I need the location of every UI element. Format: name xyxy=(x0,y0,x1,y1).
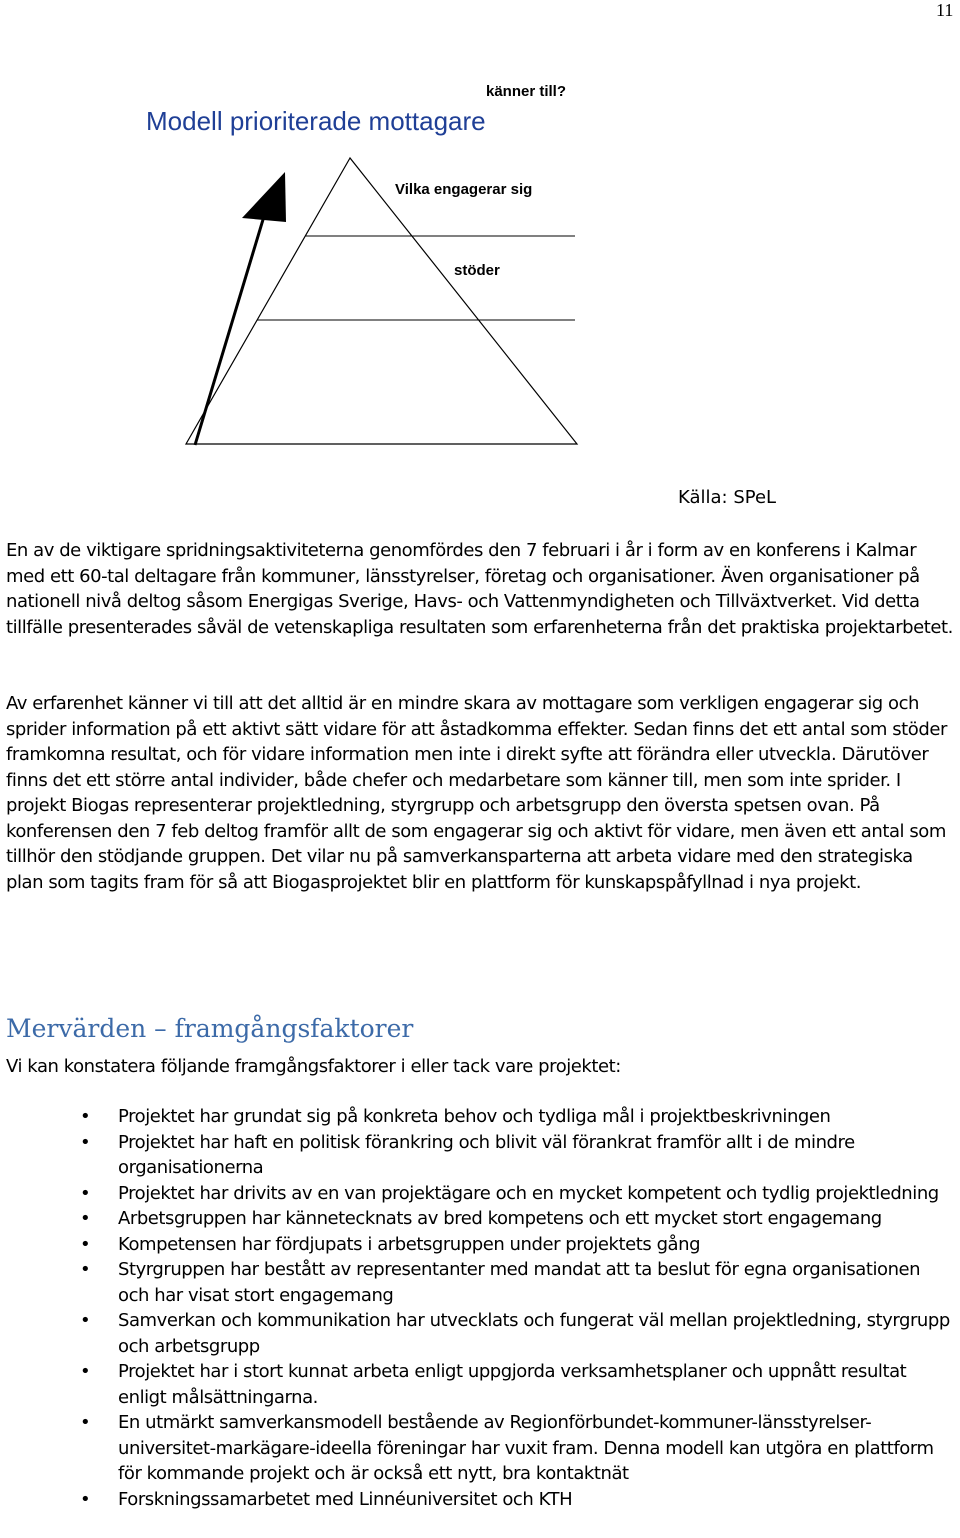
success-factors-list xyxy=(0,1104,950,1512)
list-item: • Arbetsgruppen har kännetecknats av bred kompetens och ett mycket stort engagemang xyxy=(0,1206,950,1232)
level-label-aware: känner till? xyxy=(486,83,567,100)
list-item: • Projektet har drivits av en van projektägare och en mycket kompetent och tydlig projektledning xyxy=(0,1181,950,1207)
list-item: • Styrgruppen har bestått av representanter med mandat att ta beslut för egna organisationen och har visat stort engagemang xyxy=(0,1257,950,1308)
page-number: 11 xyxy=(936,0,954,20)
list-item: • Projektet har grundat sig på konkreta behov och tydliga mål i projektbeskrivningen xyxy=(0,1104,950,1130)
body-paragraph-experience: Av erfarenhet känner vi till att det alltid är en mindre skara av mottagare som verkligen engagerar sig och sprider information på ett aktivt sätt vidare för att åstadkomma effekter. Sedan finns det ett antal som stöder framkomna resultat, och för vidare information men inte i direkt syfte att förändra eller utveckla. Därutöver finns det ett större antal individer, både chefer och medarbetare som känner till, men som inte sprider. I projekt Biogas representerar projektledning, styrgrupp och arbetsgrupp den översta spetsen ovan. På konferensen den 7 feb deltog framför allt de som engagerar sig och aktivt för vidare, men även ett antal som tillhör den stödjande gruppen. Det vilar nu på samverkansparterna att arbeta vidare med den strategiska plan som tagits fram för så att Biogasprojektet blir en plattform för kunskapspåfyllnad i nya projekt. xyxy=(6,693,947,893)
priority-pyramid-diagram xyxy=(0,0,960,460)
section-heading: Mervärden – framgångsfaktorer xyxy=(6,1014,414,1043)
pyramid-triangle xyxy=(186,158,577,444)
arrow-shaft xyxy=(195,213,265,445)
source-credit: Källa: SPeL xyxy=(678,487,777,508)
list-item: • Projektet har haft en politisk förankring och blivit väl förankrat framför allt i de mindre organisationerna xyxy=(0,1130,950,1181)
arrow-head-icon xyxy=(242,172,286,222)
list-item: • Forskningssamarbetet med Linnéuniversitet och KTH xyxy=(0,1487,950,1513)
model-title: Modell prioriterade mottagare xyxy=(146,106,486,136)
section-lead: Vi kan konstatera följande framgångsfaktorer i eller tack vare projektet: xyxy=(6,1056,621,1077)
list-item: • Projektet har i stort kunnat arbeta enligt uppgjorda verksamhetsplaner och uppnått resultat enligt målsättningarna. xyxy=(0,1359,950,1410)
level-label-engage: Vilka engagerar sig xyxy=(395,181,533,198)
list-item: • Kompetensen har fördjupats i arbetsgruppen under projektets gång xyxy=(0,1232,950,1258)
level-label-support: stöder xyxy=(454,262,500,279)
list-item: • En utmärkt samverkansmodell bestående av Regionförbundet-kommuner-länsstyrelser-universitet-markägare-ideella föreningar har vuxit fram. Denna modell kan utgöra en plattform för kommande projekt och är också ett nytt, bra kontaktnät xyxy=(0,1410,950,1487)
body-paragraph-conference: En av de viktigare spridningsaktiviteterna genomfördes den 7 februari i år i form av en konferens i Kalmar med ett 60-tal deltagare från kommuner, länsstyrelser, företag och organisationer. Även organisationer på nationell nivå deltog såsom Energigas Sverige, Havs- och Vattenmyndigheten och Tillväxtverket. Vid detta tillfälle presenterades såväl de vetenskapliga resultaten som erfarenheterna från det praktiska projektarbetet. xyxy=(6,540,953,638)
list-item: • Samverkan och kommunikation har utvecklats och fungerat väl mellan projektledning, styrgrupp och arbetsgrupp xyxy=(0,1308,950,1359)
